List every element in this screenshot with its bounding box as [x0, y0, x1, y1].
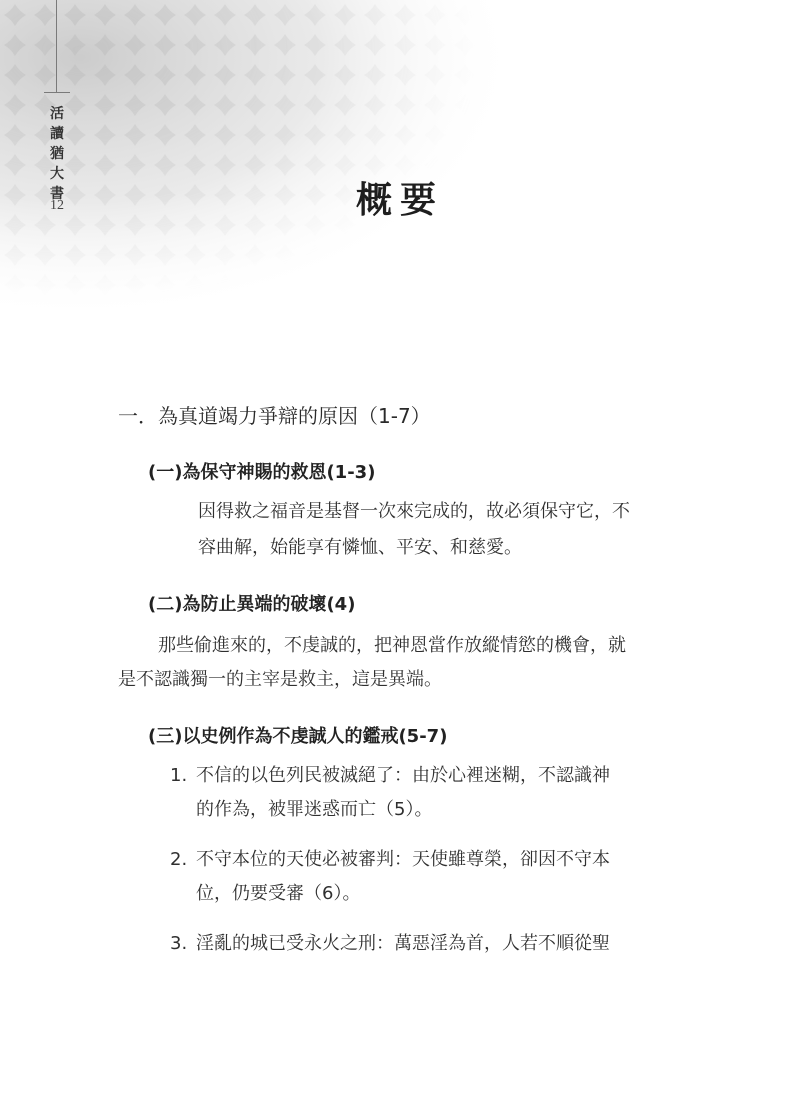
list-item-3-line-1: 淫亂的城已受永火之刑：萬惡淫為首，人若不順從聖	[196, 933, 610, 954]
list-item-3-number: 3.	[170, 933, 188, 954]
list-item-2-line-2: 位，仍要受審（6）。	[196, 883, 361, 904]
section-2-line-2: 是不認識獨一的主宰是救主，這是異端。	[118, 669, 442, 690]
list-item-1-line-1: 不信的以色列民被滅絕了：由於心裡迷糊，不認識神	[196, 765, 610, 786]
section-1-line-2: 容曲解，始能享有憐恤、平安、和慈愛。	[198, 537, 522, 558]
section-heading-3: (三)以史例作為不虔誠人的鑑戒(5-7)	[148, 726, 448, 747]
page-number: 12	[50, 198, 64, 213]
section-heading-2: (二)為防止異端的破壞(4)	[148, 594, 356, 615]
list-item-1-line-2: 的作為，被罪迷惑而亡（5）。	[196, 799, 433, 820]
page-title: 概要	[355, 180, 444, 221]
section-heading-1: (一)為保守神賜的救恩(1-3)	[148, 462, 376, 483]
list-item-2-number: 2.	[170, 849, 188, 870]
outline-heading: 一．為真道竭力爭辯的原因（1-7）	[118, 404, 431, 428]
section-1-line-1: 因得救之福音是基督一次來完成的，故必須保守它，不	[198, 501, 630, 522]
running-header-book-title: 活讀猶大書	[50, 106, 64, 202]
list-item-1-number: 1.	[170, 765, 188, 786]
margin-tick	[44, 92, 70, 93]
list-item-2-line-1: 不守本位的天使必被審判：天使雖尊榮，卻因不守本	[196, 849, 610, 870]
section-2-line-1: 那些偷進來的，不虔誠的，把神恩當作放縱情慾的機會，就	[158, 635, 626, 656]
margin-rule	[56, 0, 57, 92]
